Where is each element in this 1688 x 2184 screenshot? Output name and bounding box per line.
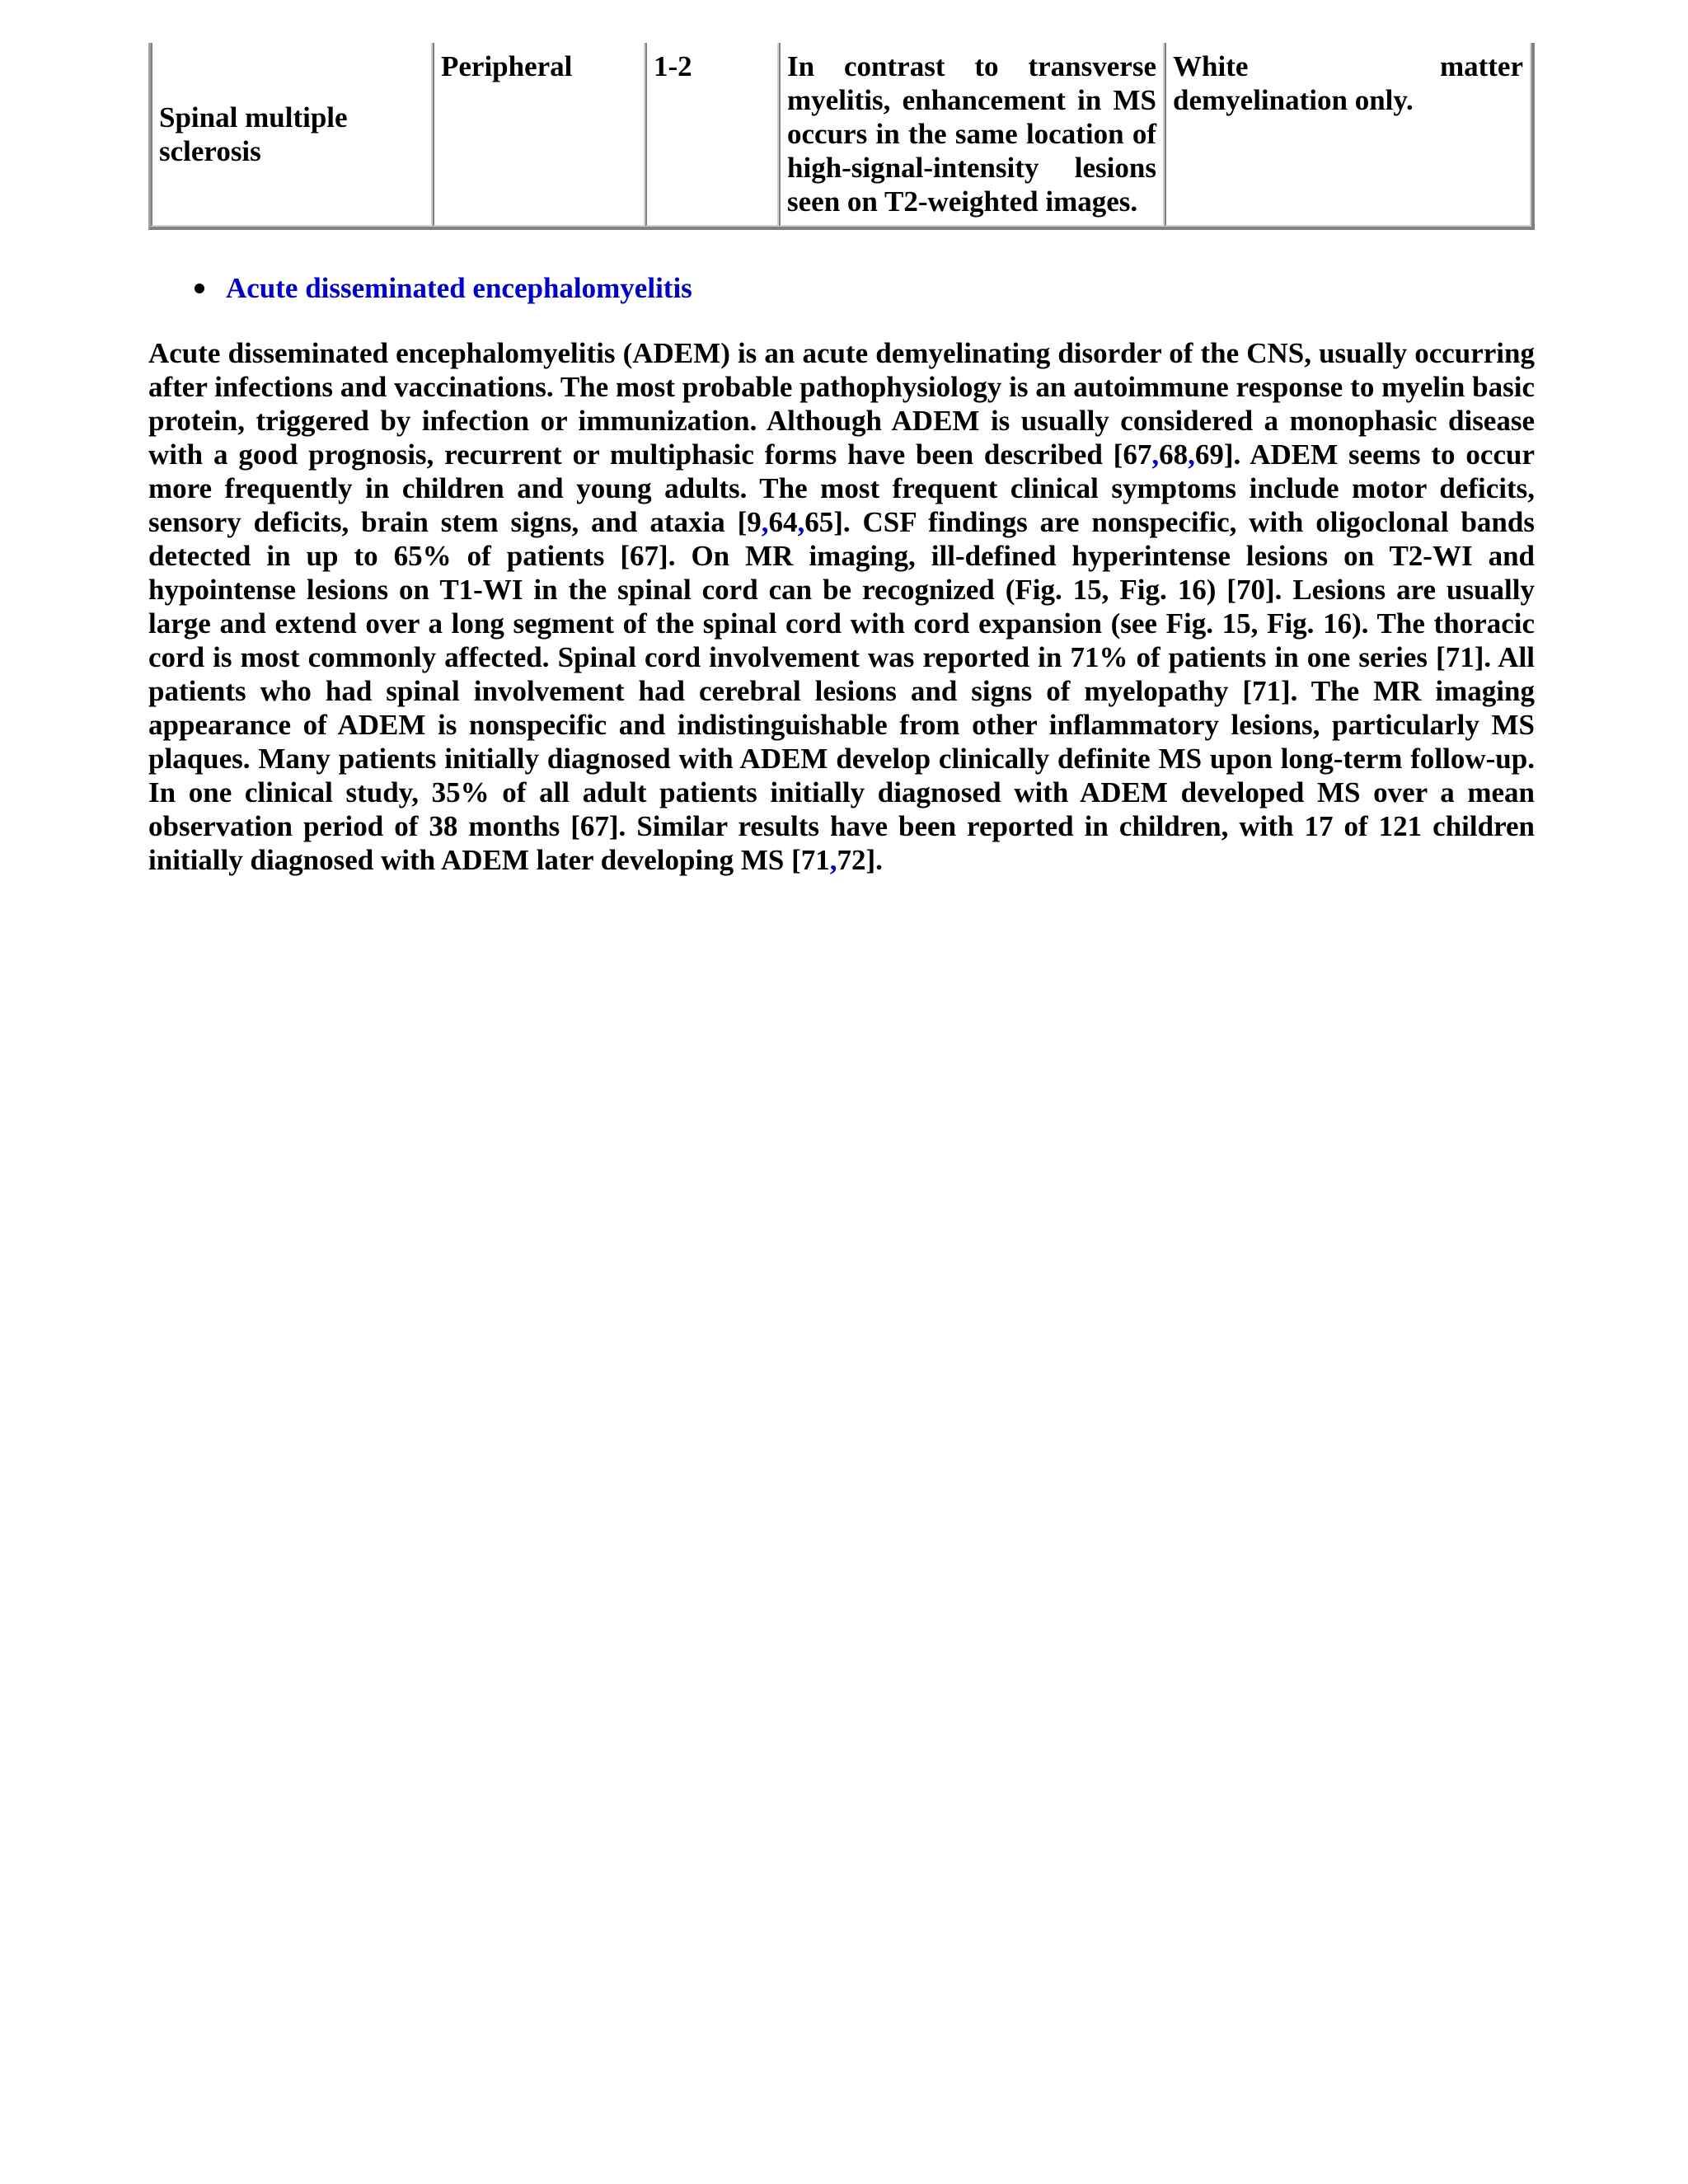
pathology-first-line xyxy=(1173,49,1523,83)
list-item xyxy=(148,271,1535,305)
paragraph-text-3: ]. CSF findings are nonspecific, with oligoclonal bands detected in up to 65% of patients [67]. On MR imaging, ill-defined hyperintense lesions on T2-WI and hypointense lesions on T1-WI in the spinal cord can be recognized (Fig. 15, Fig. 16) [70]. Lesions are usually large and extend over a long segment of the spinal cord with cord expansion (see Fig. 15, Fig. 16). The thoracic cord is most commonly affected. Spinal cord involvement was reported in 71% of patients in one series [71]. All patients who had spinal involvement had cerebral lesions and signs of myelopathy [71]. The MR imaging appearance of ADEM is nonspecific and indistinguishable from other inflammatory lesions, particularly MS plaques. Many patients initially diagnosed with ADEM develop clinically definite MS upon long-term follow-up. In one clinical study, 35% of all adult patients initially diagnosed with ADEM developed MS over a mean observation period of 38 months [67]. Similar results have been reported in children, with 17 of 121 children initially diagnosed with ADEM later developing MS [71 xyxy=(148,506,1535,876)
bullet-icon xyxy=(195,284,204,293)
ref-link-69[interactable]: 69 xyxy=(1194,438,1224,471)
ref-separator: , xyxy=(829,844,837,876)
pathology-cell xyxy=(1165,43,1531,227)
table-row xyxy=(151,43,1531,227)
section-list xyxy=(148,271,1535,305)
condition-cell: Spinal multiple sclerosis xyxy=(151,43,433,227)
segments-cell: 1-2 xyxy=(645,43,779,227)
ref-link-65[interactable]: 65 xyxy=(804,506,834,538)
ref-separator: , xyxy=(1188,438,1195,471)
ref-link-72[interactable]: 72 xyxy=(837,844,866,876)
paragraph-text-2: ]. ADEM seems to occur more frequently in children and young adults. The most frequent clinical symptoms include motor deficits, sensory deficits, brain stem signs, and ataxia [9 xyxy=(148,438,1535,538)
ref-separator: , xyxy=(1151,438,1160,471)
location-cell: Peripheral xyxy=(433,43,645,227)
ref-separator: , xyxy=(761,506,769,538)
enhancement-cell: In contrast to transverse myelitis, enhancement in MS occurs in the same location of high-signal-intensity lesions seen on T2-weighted images. xyxy=(779,43,1165,227)
ref-link-68[interactable]: 68 xyxy=(1159,438,1189,471)
pathology-rest: demyelination only. xyxy=(1173,84,1414,116)
document-page xyxy=(148,43,1535,877)
paragraph-text-1: Acute disseminated encephalomyelitis (ADEM) is an acute demyelinating disorder of the CNS, usually occurring after infections and vaccinations. The most probable pathophysiology is an autoimmune response to myelin basic protein, triggered by infection or immunization. Although ADEM is usually considered a monophasic disease with a good prognosis, recurrent or multiphasic forms have been described [67 xyxy=(148,337,1535,471)
body-paragraph xyxy=(148,336,1535,877)
ref-separator: , xyxy=(797,506,805,538)
pathology-word-1: White xyxy=(1173,50,1249,82)
pathology-word-2: matter xyxy=(1439,50,1523,82)
section-heading-link[interactable]: Acute disseminated encephalomyelitis xyxy=(226,272,692,304)
findings-table xyxy=(148,43,1535,230)
paragraph-text-4: ]. xyxy=(865,844,883,876)
ref-link-64[interactable]: 64 xyxy=(768,506,798,538)
